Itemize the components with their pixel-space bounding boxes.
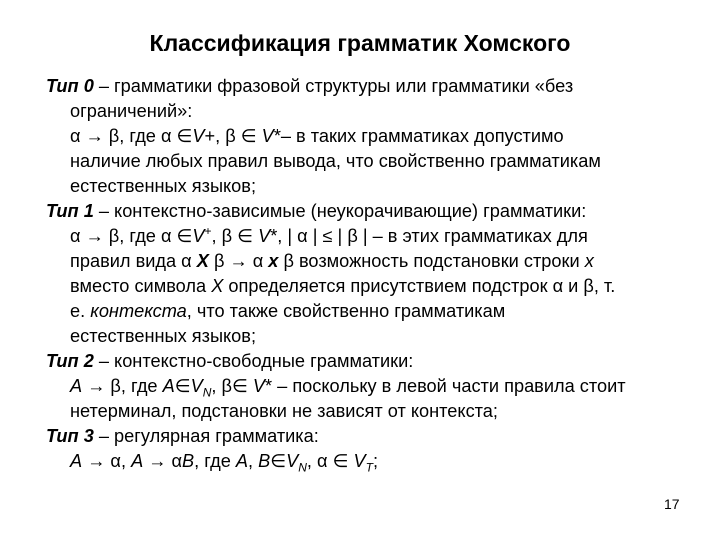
symbol-v: V: [258, 226, 271, 246]
text-fragment: , β ∈: [211, 226, 259, 246]
type1-line-4: [46, 274, 682, 299]
slide-title: Классификация грамматик Хомского: [149, 30, 571, 56]
symbol-v: V: [190, 376, 203, 396]
text-fragment: вместо символа: [70, 276, 212, 296]
superscript-plus: +: [204, 223, 212, 238]
type1-description: – контекстно-зависимые (неукорачивающие) грамматики:: [93, 201, 587, 221]
symbol-b: B: [258, 451, 271, 471]
symbol-a: A: [131, 451, 144, 471]
text-fragment: * – поскольку в левой части правила стоит: [265, 376, 626, 396]
type1-line-6: естественных языков;: [70, 326, 257, 346]
symbol-v: V: [192, 126, 205, 146]
symbol-a: A: [70, 451, 83, 471]
element-of-symbol: ∈: [174, 376, 191, 396]
text-fragment: правил вида α: [70, 251, 197, 271]
type3-rule: [46, 449, 682, 474]
text-fragment: е.: [70, 301, 91, 321]
symbol-v: V: [252, 376, 266, 396]
type0-description: – грамматики фразовой структуры или грамматики «без: [93, 76, 574, 96]
type1-rule: [46, 224, 682, 249]
type3-label: Тип 3: [46, 426, 94, 446]
subscript-t: T: [365, 460, 373, 475]
type2-rule: [46, 374, 682, 399]
type0-line-2: ограничений»:: [70, 101, 193, 121]
symbol-x-lower: x: [584, 251, 594, 271]
symbol-v: V: [192, 226, 205, 246]
symbol-a: A: [235, 451, 248, 471]
type2-heading: [46, 349, 682, 374]
symbol-x-lower: x: [268, 251, 279, 271]
symbol-v: V: [261, 126, 274, 146]
symbol-b: B: [182, 451, 195, 471]
text-fragment: → α: [143, 451, 183, 471]
text-fragment: β возможность подстановки строки: [278, 251, 585, 271]
symbol-a: A: [162, 376, 175, 396]
type0-label: Тип 0: [46, 76, 94, 96]
element-of-symbol: ∈: [270, 451, 287, 471]
text-fragment: определяется присутствием подстрок α и β, т.: [223, 276, 616, 296]
text-fragment: ;: [372, 451, 379, 471]
symbol-a: A: [70, 376, 83, 396]
symbol-v: V: [353, 451, 366, 471]
type3-heading: [46, 424, 682, 449]
symbol-v: V: [286, 451, 299, 471]
type2-description: – контекстно-свободные грамматики:: [93, 351, 414, 371]
symbol-x-upper: X: [196, 251, 209, 271]
context-term: контекста: [90, 301, 187, 321]
type2-label: Тип 2: [46, 351, 94, 371]
text-fragment: , где: [194, 451, 236, 471]
text-fragment: , α ∈: [306, 451, 354, 471]
text-fragment: , что также свойственно грамматикам: [186, 301, 506, 321]
text-fragment: *– в таких грамматиках допустимо: [273, 126, 564, 146]
text-fragment: → β, где: [82, 376, 163, 396]
type0-line-4: наличие любых правил вывода, что свойственно грамматикам: [70, 151, 601, 171]
symbol-x-upper: X: [211, 276, 224, 296]
type1-label: Тип 1: [46, 201, 94, 221]
type0-rule: [46, 124, 682, 149]
subscript-n: N: [202, 385, 212, 400]
subscript-n: N: [298, 460, 307, 475]
text-fragment: → α,: [82, 451, 132, 471]
type1-heading: [46, 199, 682, 224]
type1-line-3: [46, 249, 682, 274]
slide-body: [46, 74, 682, 474]
page-number: 17: [664, 496, 680, 512]
type2-line-3: нетерминал, подстановки не зависят от контекста;: [70, 401, 498, 421]
text-fragment: α → β, где α ∈: [70, 126, 193, 146]
type3-description: – регулярная грамматика:: [93, 426, 319, 446]
type1-line-5: [46, 299, 682, 324]
text-fragment: *, | α | ≤ | β | – в этих грамматиках для: [270, 226, 588, 246]
type0-line-5: естественных языков;: [70, 176, 257, 196]
text-fragment: , β∈: [211, 376, 253, 396]
text-fragment: α → β, где α ∈: [70, 226, 193, 246]
type0-heading: [46, 74, 682, 99]
text-fragment: ,: [248, 451, 259, 471]
text-fragment: β → α: [208, 251, 269, 271]
text-fragment: +, β ∈: [204, 126, 262, 146]
